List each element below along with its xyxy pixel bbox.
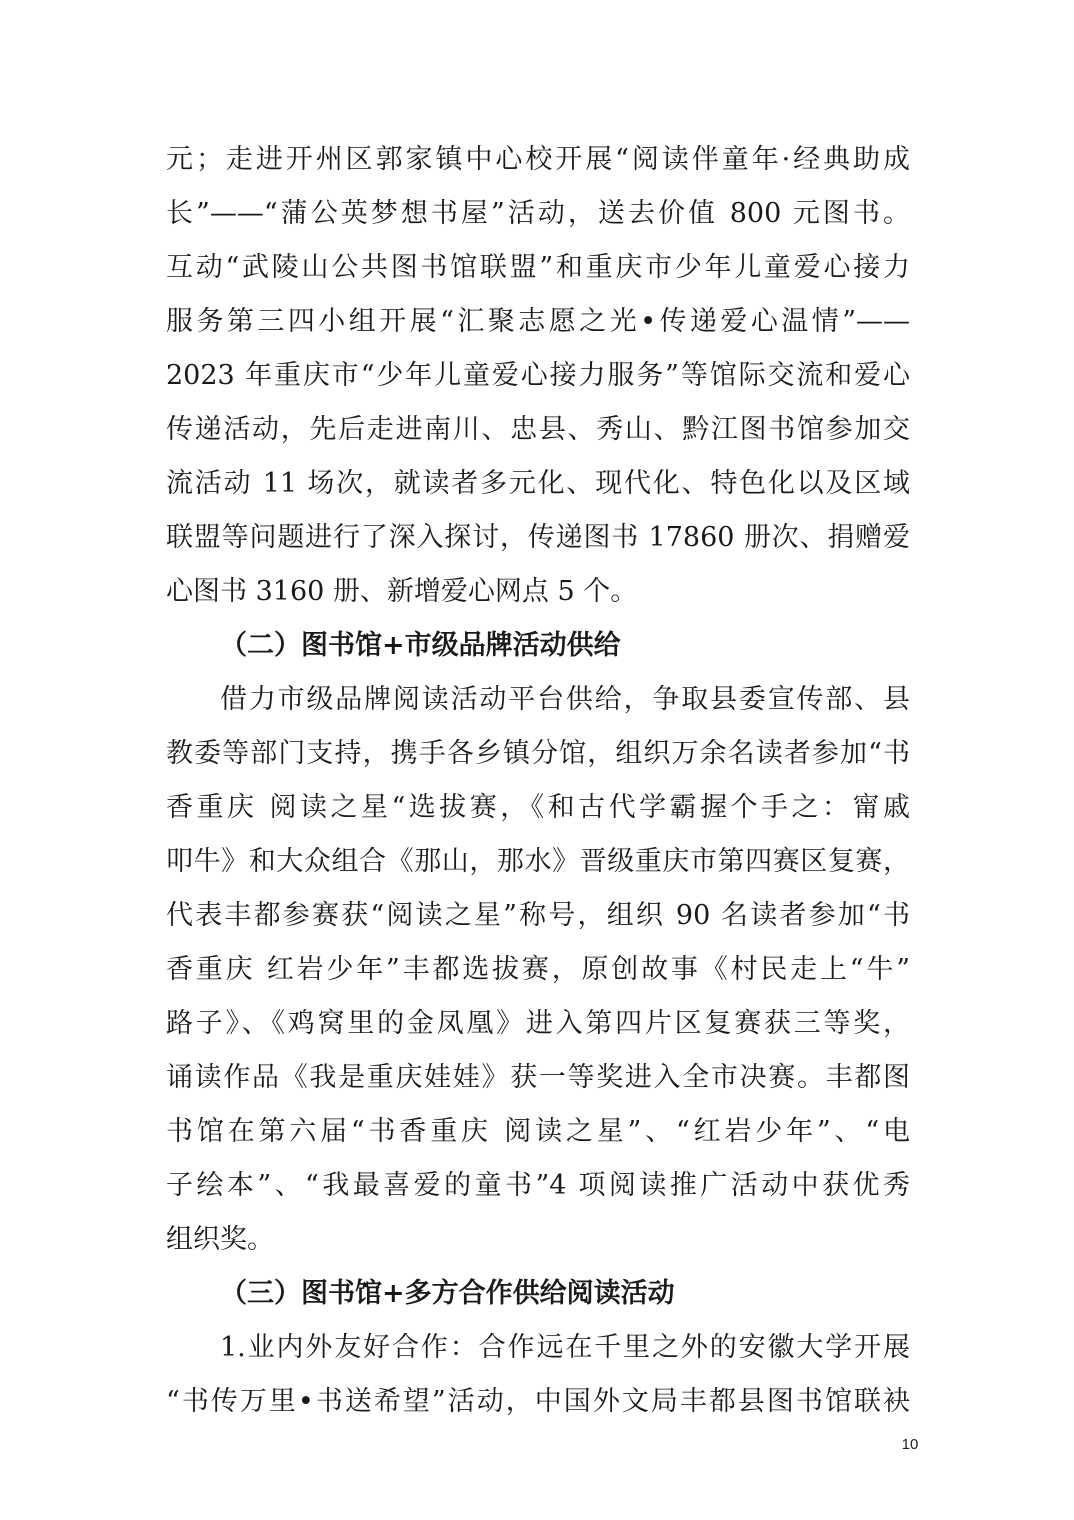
body-text-line: 联盟等问题进行了深入探讨，传递图书 17860 册次、捐赠爱 (166, 522, 910, 553)
body-text-line: 1.业内外友好合作：合作远在千里之外的安徽大学开展 (220, 1332, 910, 1363)
body-text-line: 组织奖。 (166, 1224, 274, 1255)
body-text-line: 心图书 3160 册、新增爱心网点 5 个。 (166, 576, 638, 607)
section-heading: （二）图书馆+市级品牌活动供给 (220, 630, 621, 661)
body-text-line: 书馆在第六届“书香重庆 阅读之星”、“红岩少年”、“电 (166, 1116, 910, 1147)
body-text-line: 元；走进开州区郭家镇中心校开展“阅读伴童年·经典助成 (166, 144, 910, 175)
body-text-line: 教委等部门支持，携手各乡镇分馆，组织万余名读者参加“书 (166, 738, 910, 769)
body-text-line: 代表丰都参赛获“阅读之星”称号，组织 90 名读者参加“书 (166, 900, 910, 931)
page-number: 10 (901, 1436, 919, 1453)
body-text-line: 互动“武陵山公共图书馆联盟”和重庆市少年儿童爱心接力 (166, 252, 910, 283)
body-text-line: “书传万里•书送希望”活动，中国外文局丰都县图书馆联袂 (166, 1386, 910, 1417)
body-text-line: 2023 年重庆市“少年儿童爱心接力服务”等馆际交流和爱心 (166, 360, 910, 391)
section-heading: （三）图书馆+多方合作供给阅读活动 (220, 1278, 675, 1309)
body-text-line: 叩牛》和大众组合《那山，那水》晋级重庆市第四赛区复赛， (166, 846, 910, 877)
body-text-line: 服务第三四小组开展“汇聚志愿之光•传递爱心温情”—— (166, 306, 910, 337)
body-text-line: 诵读作品《我是重庆娃娃》获一等奖进入全市决赛。丰都图 (166, 1062, 910, 1093)
body-text-line: 香重庆 阅读之星“选拔赛，《和古代学霸握个手之：甯戚 (166, 792, 910, 823)
body-text-line: 流活动 11 场次，就读者多元化、现代化、特色化以及区域 (166, 468, 910, 499)
body-text-line: 路子》、《鸡窝里的金凤凰》进入第四片区复赛获三等奖， (166, 1008, 910, 1039)
body-text-line: 子绘本”、“我最喜爱的童书”4 项阅读推广活动中获优秀 (166, 1170, 910, 1201)
body-text-line: 长”——“蒲公英梦想书屋”活动，送去价值 800 元图书。 (166, 198, 910, 229)
body-text-line: 香重庆 红岩少年”丰都选拔赛，原创故事《村民走上“牛” (166, 954, 910, 985)
body-text-line: 借力市级品牌阅读活动平台供给，争取县委宣传部、县 (220, 684, 910, 715)
body-text-line: 传递活动，先后走进南川、忠县、秀山、黔江图书馆参加交 (166, 414, 910, 445)
